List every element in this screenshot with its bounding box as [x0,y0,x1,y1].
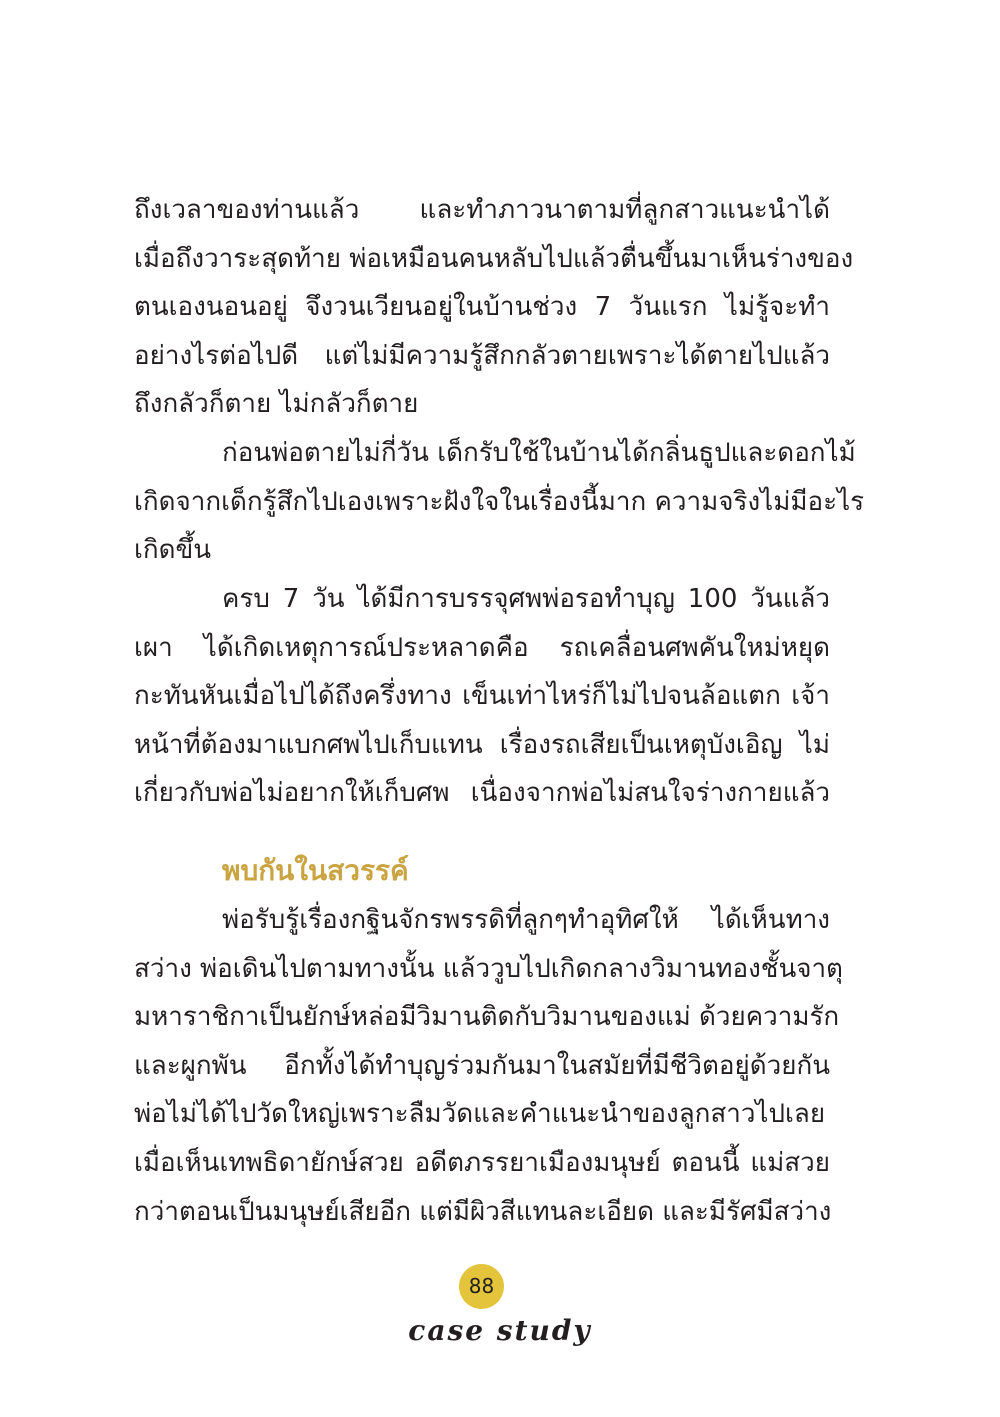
text-line: ถึงเวลาของท่านแล้ว และทำภาวนาตามที่ลูกสาวแนะนำได้ [134,195,830,225]
paragraph-4 [134,896,843,1236]
text-line: เมื่อถึงวาระสุดท้าย พ่อเหมือนคนหลับไปแล้วตื่นขึ้นมาเห็นร่างของ [134,243,854,274]
text-line: ครบ 7 วัน ได้มีการบรรจุศพพ่อรอทำบุญ 100 วันแล้ว [222,584,830,614]
text-line: พ่อไม่ได้ไปวัดใหญ่เพราะลืมวัดและคำแนะนำของลูกสาวไปเลย [134,1099,826,1130]
footer-title: case study [408,1314,592,1347]
text-line: หน้าที่ต้องมาแบกศพไปเก็บแทน เรื่องรถเสียเป็นเหตุบังเอิญ ไม่ [134,729,830,760]
text-line: ถึงกลัวก็ตาย ไม่กลัวก็ตาย [134,389,419,420]
text-line: เกี่ยวกับพ่อไม่อยากให้เก็บศพ เนื่องจากพ่อไม่สนใจร่างกายแล้ว [134,778,830,809]
text-line: สว่าง พ่อเดินไปตามทางนั้น แล้ววูบไปเกิดกลางวิมานทองชั้นจาตุ [134,953,843,984]
text-line: กะทันหันเมื่อไปได้ถึงครึ่งทาง เข็นเท่าไหร่ก็ไม่ไปจนล้อแตก เจ้า [134,681,830,712]
text-line: และผูกพัน อีกทั้งได้ทำบุญร่วมกันมาในสมัยที่มีชีวิตอยู่ด้วยกัน [134,1050,830,1081]
text-line: อย่างไรต่อไปดี แต่ไม่มีความรู้สึกกลัวตายเพราะได้ตายไปแล้ว [134,340,830,371]
text-line: เกิดขึ้น [134,535,212,566]
paragraph-2 [134,429,865,575]
text-line: กว่าตอนเป็นมนุษย์เสียอีก แต่มีผิวสีแทนละเอียด และมีรัศมีสว่าง [134,1196,832,1227]
text-line: เมื่อเห็นเทพธิดายักษ์สวย อดีตภรรยาเมืองมนุษย์ ตอนนี้ แม่สวย [134,1147,830,1178]
paragraph-3 [134,575,830,818]
text-line: เผา ได้เกิดเหตุการณ์ประหลาดคือ รถเคลื่อนศพคันใหม่หยุด [134,632,830,663]
text-line: เกิดจากเด็กรู้สึกไปเองเพราะฝังใจในเรื่องนี้มาก ความจริงไม่มีอะไร [134,486,865,517]
text-line: ตนเองนอนอยู่ จึงวนเวียนอยู่ในบ้านช่วง 7 วันแรก ไม่รู้จะทำ [134,292,830,323]
page-number-badge: 88 [459,1264,504,1309]
text-line: มหาราชิกาเป็นยักษ์หล่อมีวิมานติดกับวิมานของแม่ ด้วยความรัก [134,1002,840,1033]
paragraph-1 [134,186,854,429]
text-line: พ่อรับรู้เรื่องกฐินจักรพรรดิที่ลูกๆทำอุทิศให้ ได้เห็นทาง [222,905,830,935]
text-line: ก่อนพ่อตายไม่กี่วัน เด็กรับใช้ในบ้านได้กลิ่นธูปและดอกไม้ [222,438,856,468]
section-heading: พบกันในสวรรค์ [222,854,409,887]
